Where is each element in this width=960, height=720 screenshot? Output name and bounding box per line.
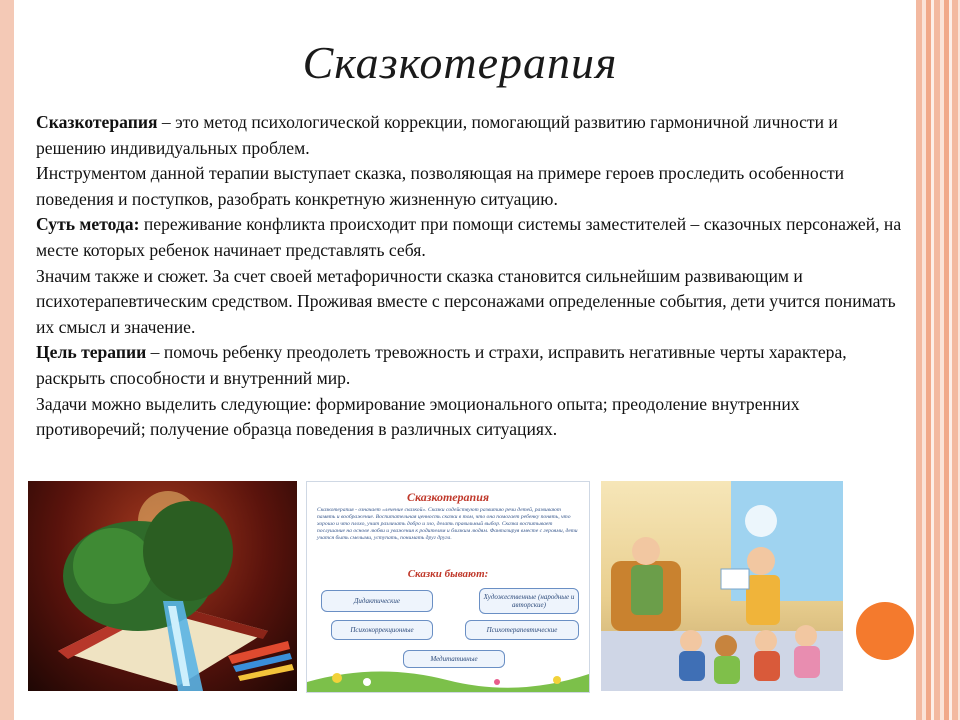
body-text <box>36 110 906 443</box>
paragraph-2 <box>36 161 906 212</box>
poster-subtitle: Сказки бывают: <box>407 568 489 580</box>
paragraph-5 <box>36 340 906 391</box>
paragraph-1-text: – это метод психологической коррекции, помогающий развитию гармоничной личности и решению индивидуальных проблем. <box>36 112 838 158</box>
paragraph-4 <box>36 264 906 341</box>
flower-meadow-decoration <box>307 652 589 692</box>
fairytale-book-image <box>28 481 297 691</box>
right-border-stripes <box>916 0 960 720</box>
paragraph-2-text: Инструментом данной терапии выступает сказка, позволяющая на примере героев проследить особенности поведения и поступков, разобрать конкретную жизненную ситуацию. <box>36 163 845 209</box>
poster-title: Сказкотерапия <box>406 490 490 504</box>
paragraph-3 <box>36 212 906 263</box>
accent-circle <box>856 602 914 660</box>
poster-type-2: Художественные (народные и авторские) <box>479 588 579 614</box>
poster-type-5: Медитативные <box>403 650 505 668</box>
paragraph-6 <box>36 392 906 443</box>
storytime-illustration <box>601 481 843 691</box>
paragraph-1-bold: Сказкотерапия <box>36 112 158 132</box>
paragraph-3-bold: Суть метода: <box>36 214 140 235</box>
children-storytime-image <box>601 481 843 691</box>
poster-type-3: Психокоррекционные <box>331 620 433 640</box>
poster-text: Сказкотерапия - означает «лечение сказкой». Сказки содействуют развитию речи детей, развивают память и воображение. Воспитательная ценность сказки в том, что она помогает ребенку понять, что хорошо и что плохо, учит различать добро и зло, делать правильный выбор. Сказка воспитывает послушание на основе любви и уважения к родителям и близким людям. Фантазируя вместе с героями, дети учатся быть смелыми, уступать, понимать друг друга. <box>317 507 578 541</box>
paragraph-6-text: Задачи можно выделить следующие: формирование эмоционального опыта; преодоление внутренних противоречий; получение образца поведения в различных ситуациях. <box>36 393 800 440</box>
slide-title: Сказкотерапия <box>302 37 618 88</box>
poster-type-4: Психотерапевтические <box>465 620 579 640</box>
paragraph-3-text: переживание конфликта происходит при помощи системы заместителей – сказочных персонажей, на месте которых ребенок начинает представлять себя. <box>36 214 902 260</box>
skazkoterapiya-poster-image <box>306 481 590 693</box>
left-border <box>0 0 14 720</box>
paragraph-5-bold: Цель терапии <box>36 342 147 363</box>
poster-type-1: Дидактические <box>321 590 433 612</box>
book-illustration <box>28 481 297 691</box>
paragraph-5-text: – помочь ребенку преодолеть тревожность и страхи, исправить негативные черты характера, раскрыть способности и внутренний мир. <box>36 342 847 388</box>
paragraph-1 <box>36 110 906 161</box>
paragraph-4-text: Значим также и сюжет. За счет своей метафоричности сказка становится сильнейшим развивающим и психотерапевтическим средством. Проживая вместе с персонажами определенные события, дети учится понимать их смысл и значение. <box>36 265 896 337</box>
